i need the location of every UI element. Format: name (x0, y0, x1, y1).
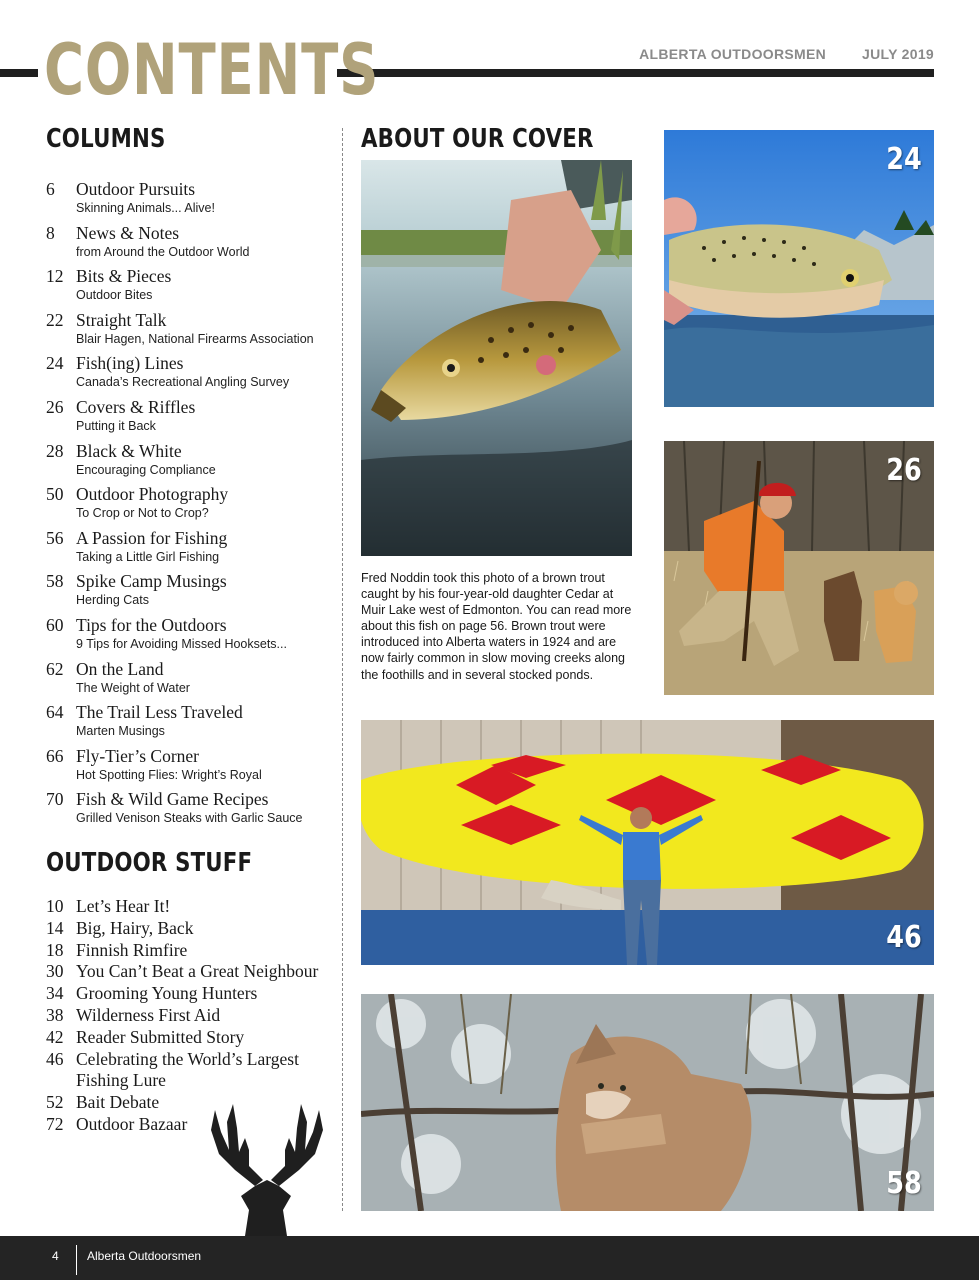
column-page-number: 22 (46, 309, 64, 330)
columns-list (46, 178, 336, 832)
column-title: A Passion for Fishing (76, 527, 228, 548)
column-entry[interactable] (46, 614, 336, 658)
issue-date: JULY 2019 (862, 46, 934, 62)
page-number-badge: 46 (886, 920, 922, 955)
outdoor-stuff-entry[interactable] (46, 961, 336, 983)
column-title: Bits & Pieces (76, 266, 172, 287)
photo-page-24[interactable] (664, 130, 934, 407)
column-page-number: 64 (46, 702, 64, 723)
column-entry-line (46, 701, 336, 723)
outdoor-stuff-entry[interactable] (46, 896, 336, 918)
column-entry-line (46, 788, 336, 810)
outdoor-stuff-title: You Can’t Beat a Great Neighbour (76, 961, 319, 982)
column-page-number: 28 (46, 440, 64, 461)
column-title: The Trail Less Traveled (76, 702, 243, 723)
column-title: News & Notes (76, 222, 180, 243)
about-cover-heading: ABOUT OUR COVER (361, 124, 594, 154)
brown-trout-image (361, 160, 632, 556)
column-title: Covers & Riffles (76, 396, 196, 417)
column-subtitle: Canada’s Recreational Angling Survey (76, 375, 290, 390)
column-subtitle: Putting it Back (76, 418, 156, 433)
header-rule-right (337, 69, 934, 77)
column-subtitle: To Crop or Not to Crop? (76, 506, 209, 521)
column-entry[interactable] (46, 352, 336, 396)
photo-page-26[interactable] (664, 441, 934, 695)
outdoor-stuff-page-number: 72 (46, 1113, 64, 1134)
column-subtitle: Encouraging Compliance (76, 462, 216, 477)
outdoor-stuff-title: Finnish Rimfire (76, 939, 188, 960)
column-entry[interactable] (46, 265, 336, 309)
column-entry-line (46, 265, 336, 287)
outdoor-stuff-page-number: 30 (46, 961, 64, 982)
outdoor-stuff-title: Let’s Hear It! (76, 896, 171, 916)
column-title: Outdoor Pursuits (76, 179, 196, 199)
column-entry[interactable] (46, 440, 336, 484)
column-page-number: 70 (46, 789, 64, 810)
cover-caption: Fred Noddin took this photo of a brown trout caught by his four-year-old daughter Cedar at Muir Lake west of Edmonton. You can read more about this fish on page 56. Brown trout were introduced into Alberta waters in 1924 and are now fairly common in slow moving creeks along the foothills and in several stocked ponds. (361, 571, 632, 682)
column-page-number: 58 (46, 571, 64, 592)
outdoor-stuff-page-number: 18 (46, 939, 64, 960)
column-subtitle: The Weight of Water (76, 680, 190, 695)
column-entry[interactable] (46, 222, 336, 266)
column-entry-line (46, 570, 336, 592)
column-divider (342, 128, 343, 1211)
column-subtitle: from Around the Outdoor World (76, 244, 250, 259)
column-page-number: 8 (46, 222, 55, 243)
column-entry[interactable] (46, 788, 336, 832)
column-entry[interactable] (46, 745, 336, 789)
column-subtitle: Marten Musings (76, 724, 165, 739)
column-title: Fish & Wild Game Recipes (76, 789, 269, 810)
column-title: On the Land (76, 658, 164, 679)
column-page-number: 50 (46, 484, 64, 505)
header-rule-left (0, 69, 38, 77)
column-entry-line (46, 352, 336, 374)
column-subtitle: Taking a Little Girl Fishing (76, 549, 220, 564)
column-entry[interactable] (46, 570, 336, 614)
column-subtitle: Outdoor Bites (76, 288, 153, 303)
giant-lure-image (361, 720, 934, 965)
cougar-image (361, 994, 934, 1211)
outdoor-stuff-page-number: 34 (46, 983, 64, 1004)
outdoor-stuff-page-number: 52 (46, 1092, 64, 1113)
outdoor-stuff-entry[interactable] (46, 1049, 336, 1093)
column-subtitle: 9 Tips for Avoiding Missed Hooksets... (76, 636, 287, 651)
outdoor-stuff-title: Grooming Young Hunters (76, 983, 258, 1004)
column-subtitle: Herding Cats (76, 593, 149, 608)
outdoor-stuff-entry[interactable] (46, 1005, 336, 1027)
issue-info (639, 46, 934, 62)
page-number-badge: 26 (886, 453, 922, 488)
column-entry-line (46, 309, 336, 331)
column-subtitle: Skinning Animals... Alive! (76, 201, 215, 215)
cover-photo-brown-trout[interactable] (361, 160, 632, 556)
photo-page-58[interactable] (361, 994, 934, 1211)
column-subtitle: Grilled Venison Steaks with Garlic Sauce (76, 811, 303, 826)
column-entry-line (46, 178, 336, 200)
column-entry[interactable] (46, 483, 336, 527)
column-entry[interactable] (46, 309, 336, 353)
outdoor-stuff-page-number: 14 (46, 917, 64, 938)
column-entry[interactable] (46, 178, 336, 222)
outdoor-stuff-entry[interactable] (46, 940, 336, 962)
footer-publication: Alberta Outdoorsmen (87, 1249, 202, 1263)
column-entry-line (46, 527, 336, 549)
column-entry-line (46, 222, 336, 244)
column-page-number: 24 (46, 353, 64, 374)
column-entry-line (46, 614, 336, 636)
column-entry[interactable] (46, 396, 336, 440)
column-title: Spike Camp Musings (76, 571, 227, 592)
outdoor-stuff-title: Celebrating the World’s Largest Fishing Lure (76, 1048, 299, 1091)
column-page-number: 66 (46, 745, 64, 766)
page-title: CONTENTS (44, 29, 380, 111)
column-subtitle: Hot Spotting Flies: Wright’s Royal (76, 767, 262, 782)
column-entry[interactable] (46, 701, 336, 745)
columns-heading: COLUMNS (46, 124, 166, 154)
column-entry-line (46, 745, 336, 767)
outdoor-stuff-entry[interactable] (46, 1027, 336, 1049)
column-title: Straight Talk (76, 309, 167, 330)
outdoor-stuff-entry[interactable] (46, 983, 336, 1005)
column-title: Outdoor Photography (76, 484, 229, 505)
deer-silhouette-icon (205, 1100, 330, 1236)
column-page-number: 62 (46, 658, 64, 679)
outdoor-stuff-title: Reader Submitted Story (76, 1026, 245, 1047)
column-page-number: 56 (46, 527, 64, 548)
footer-separator (76, 1245, 77, 1275)
outdoor-stuff-title: Wilderness First Aid (76, 1004, 221, 1025)
column-page-number: 60 (46, 614, 64, 635)
column-entry[interactable] (46, 527, 336, 571)
column-page-number: 12 (46, 266, 64, 287)
footer-page-number: 4 (52, 1249, 59, 1263)
column-entry-line (46, 440, 336, 462)
column-page-number: 6 (46, 179, 55, 199)
column-subtitle: Blair Hagen, National Firearms Association (76, 331, 314, 346)
outdoor-stuff-entry[interactable] (46, 918, 336, 940)
outdoor-stuff-title: Outdoor Bazaar (76, 1113, 188, 1134)
photo-page-46[interactable] (361, 720, 934, 965)
column-title: Fish(ing) Lines (76, 353, 184, 374)
column-entry-line (46, 396, 336, 418)
column-title: Black & White (76, 440, 182, 461)
column-entry-line (46, 658, 336, 680)
outdoor-stuff-heading: OUTDOOR STUFF (46, 848, 253, 878)
page-number-badge: 58 (886, 1166, 922, 1201)
page-number-badge: 24 (886, 142, 922, 177)
column-entry[interactable] (46, 658, 336, 702)
column-page-number: 26 (46, 396, 64, 417)
outdoor-stuff-page-number: 46 (46, 1048, 64, 1069)
magazine-name: ALBERTA OUTDOORSMEN (639, 46, 827, 62)
column-title: Fly-Tier’s Corner (76, 745, 199, 766)
outdoor-stuff-page-number: 38 (46, 1004, 64, 1025)
outdoor-stuff-title: Big, Hairy, Back (76, 917, 194, 938)
outdoor-stuff-page-number: 42 (46, 1026, 64, 1047)
column-entry-line (46, 483, 336, 505)
outdoor-stuff-page-number: 10 (46, 896, 64, 916)
outdoor-stuff-title: Bait Debate (76, 1092, 160, 1113)
column-title: Tips for the Outdoors (76, 614, 227, 635)
